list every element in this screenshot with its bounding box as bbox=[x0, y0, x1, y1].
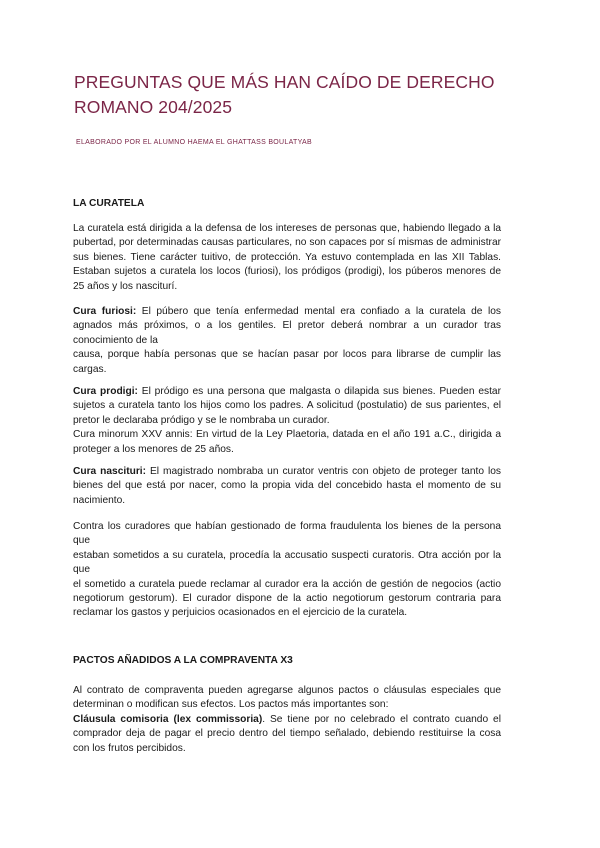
paragraph-cura-furiosi bbox=[73, 305, 501, 377]
cura-nascituri-label: Cura nascituri: bbox=[73, 466, 147, 477]
paragraph-curatela-intro: La curatela está dirigida a la defensa de los intereses de personas que, habiendo llegado a la pubertad, por determinadas causas particulares, no son capaces por sí mismas de administrar sus bienes. Tiene carácter tuitivo, de protección. Ya estuvo contemplada en las XII Tablas. Estaban sujetos a curatela los locos (furiosi), los pródigos (prodigi), los púberos menores de 25 años y los nasciturí. bbox=[73, 223, 501, 292]
cura-minorum-text: Cura minorum XXV annis: En virtud de la Ley Plaetoria, datada en el año 191 a.C., dirigida a proteger a los menores de 25 años. bbox=[73, 429, 501, 455]
contra-curadores-line-2: estaban sometidos a su curatela, procedía la accusatio suspecti curatoris. Otra acción por la que bbox=[73, 549, 501, 576]
cura-furiosi-text-continued: causa, porque había personas que se hacían pasar por locos para librarse de cumplir las cargas. bbox=[73, 349, 501, 375]
cura-prodigi-label: Cura prodigi: bbox=[73, 386, 138, 397]
author-line: ELABORADO POR EL ALUMNO HAEMA EL GHATTASS BOULATYAB bbox=[76, 139, 312, 146]
contra-curadores-line-1: Contra los curadores que habían gestionado de forma fraudulenta los bienes de la persona que bbox=[73, 521, 501, 547]
cura-furiosi-label: Cura furiosi: bbox=[73, 306, 137, 317]
section-heading-pactos: PACTOS AÑADIDOS A LA COMPRAVENTA X3 bbox=[73, 655, 293, 666]
paragraph-clausula-comisoria bbox=[73, 713, 501, 756]
paragraph-contra-curadores bbox=[73, 520, 501, 621]
paragraph-cura-nascituri bbox=[73, 465, 501, 508]
paragraph-pactos-intro: Al contrato de compraventa pueden agregarse algunos pactos o cláusulas especiales que determinan o modifican sus efectos. Los pactos más importantes son: bbox=[73, 685, 501, 711]
cura-nascituri-text: El magistrado nombraba un curator ventris con objeto de proteger tanto los bienes del que está por nacer, como la propia vida del concebido hasta el momento de su nacimiento. bbox=[73, 466, 501, 506]
cura-furiosi-text: El púbero que tenía enfermedad mental era confiado a la curatela de los agnados más próximos, o a los gentiles. El pretor deberá nombrar a un curador tras conocimiento de la bbox=[73, 306, 501, 346]
clausula-comisoria-label: Cláusula comisoria (lex commissoria) bbox=[73, 714, 263, 725]
document-title: PREGUNTAS QUE MÁS HAN CAÍDO DE DERECHO ROMANO 204/2025 bbox=[74, 72, 495, 117]
clausula-comisoria-text: . Se tiene por no celebrado el contrato cuando el comprador deja de pagar el precio dentro del tiempo señalado, debiendo restituirse la cosa con los frutos percibidos. bbox=[73, 714, 501, 754]
cura-prodigi-text: El pródigo es una persona que malgasta o dilapida sus bienes. Pueden estar sujetos a curatela tanto los hijos como los padres. A solicitud (postulatio) de sus parientes, el pretor le declaraba pródigo y se le nombraba un curador. bbox=[73, 386, 501, 426]
paragraph-cura-prodigi bbox=[73, 385, 501, 457]
section-heading-curatela: LA CURATELA bbox=[73, 198, 145, 209]
contra-curadores-line-3: el sometido a curatela puede reclamar al curador era la acción de gestión de negocios (actio negotiorum gestorum). El curador dispone de la actio negotiorum gestorum contraria para reclamar los gastos y perjuicios ocasionados en el ejercicio de la curatela. bbox=[73, 578, 501, 619]
